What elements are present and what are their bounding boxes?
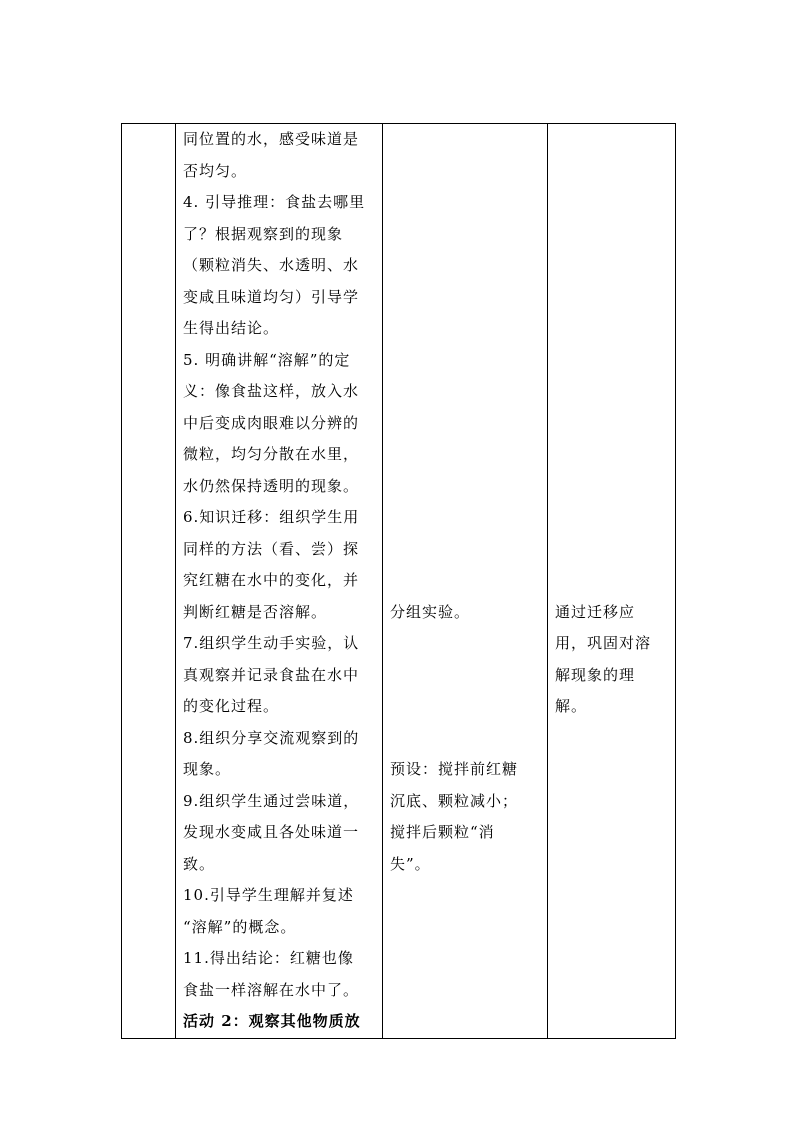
spacer <box>390 124 540 597</box>
text-line: 究红糖在水中的变化，并 <box>183 571 360 589</box>
text-line: 解。 <box>555 697 588 715</box>
text-line: 7.组织学生动手实验，认 <box>183 634 360 652</box>
text-line: 10.引导学生理解并复述 <box>183 886 354 904</box>
text-line: （颗粒消失、水透明、水 <box>183 256 360 274</box>
text-line: 致。 <box>183 854 216 873</box>
text-line: 微粒，均匀分散在水里， <box>183 445 360 463</box>
text-line: 同位置的水，感受味道是 <box>183 130 360 148</box>
text-line: 11.得出结论：红糖也像 <box>183 949 354 967</box>
text-line: 变咸且味道均匀）引导学 <box>183 287 360 306</box>
text-line: 同样的方法（看、尝）探 <box>183 539 360 558</box>
text-line: 食盐一样溶解在水中了。 <box>183 980 360 999</box>
text-line: “溶解”的概念。 <box>183 917 297 936</box>
text-line: 生得出结论。 <box>183 319 280 337</box>
text-line: 否均匀。 <box>183 161 248 180</box>
text-line: 6.知识迁移：组织学生用 <box>183 508 360 526</box>
table-cell-blank <box>122 124 176 1039</box>
text-line: 搅拌后颗粒“消 <box>390 823 495 841</box>
text-line: 判断红糖是否溶解。 <box>183 602 328 621</box>
teacher-activity-lines <box>176 124 382 1038</box>
spacer <box>555 124 668 597</box>
text-line: 了？根据观察到的现象 <box>183 224 344 243</box>
student-activity-lines <box>383 124 547 880</box>
design-intent-cell <box>548 124 676 1039</box>
text-line: 分组实验。 <box>390 602 471 621</box>
text-line: 4. 引导推理：食盐去哪里 <box>183 193 366 211</box>
activity-heading: 活动 2：观察其他物质放 <box>183 1012 361 1030</box>
text-line: 现象。 <box>183 760 232 778</box>
text-line: 用，巩固对溶 <box>555 634 652 652</box>
text-line: 失”。 <box>390 854 431 873</box>
text-line: 5. 明确讲解“溶解”的定 <box>183 350 351 369</box>
text-line: 的变化过程。 <box>183 697 280 715</box>
text-line: 通过迁移应 <box>555 602 636 621</box>
table-row <box>122 124 676 1039</box>
student-activity-cell <box>383 124 548 1039</box>
text-line: 义：像食盐这样，放入水 <box>183 382 360 400</box>
text-line: 真观察并记录食盐在水中 <box>183 665 360 684</box>
spacer <box>390 628 540 754</box>
text-line: 沉底、颗粒减小； <box>390 791 519 810</box>
text-line: 预设：搅拌前红糖 <box>390 760 519 778</box>
lesson-plan-table <box>121 123 676 1039</box>
text-line: 水仍然保持透明的现象。 <box>183 476 360 495</box>
text-line: 9.组织学生通过尝味道， <box>183 791 360 810</box>
teacher-activity-cell <box>176 124 383 1039</box>
text-line: 8.组织分享交流观察到的 <box>183 728 360 747</box>
text-line: 中后变成肉眼难以分辨的 <box>183 413 360 432</box>
text-line: 发现水变咸且各处味道一 <box>183 823 360 841</box>
text-line: 解现象的理 <box>555 665 636 684</box>
design-intent-lines <box>548 124 675 723</box>
